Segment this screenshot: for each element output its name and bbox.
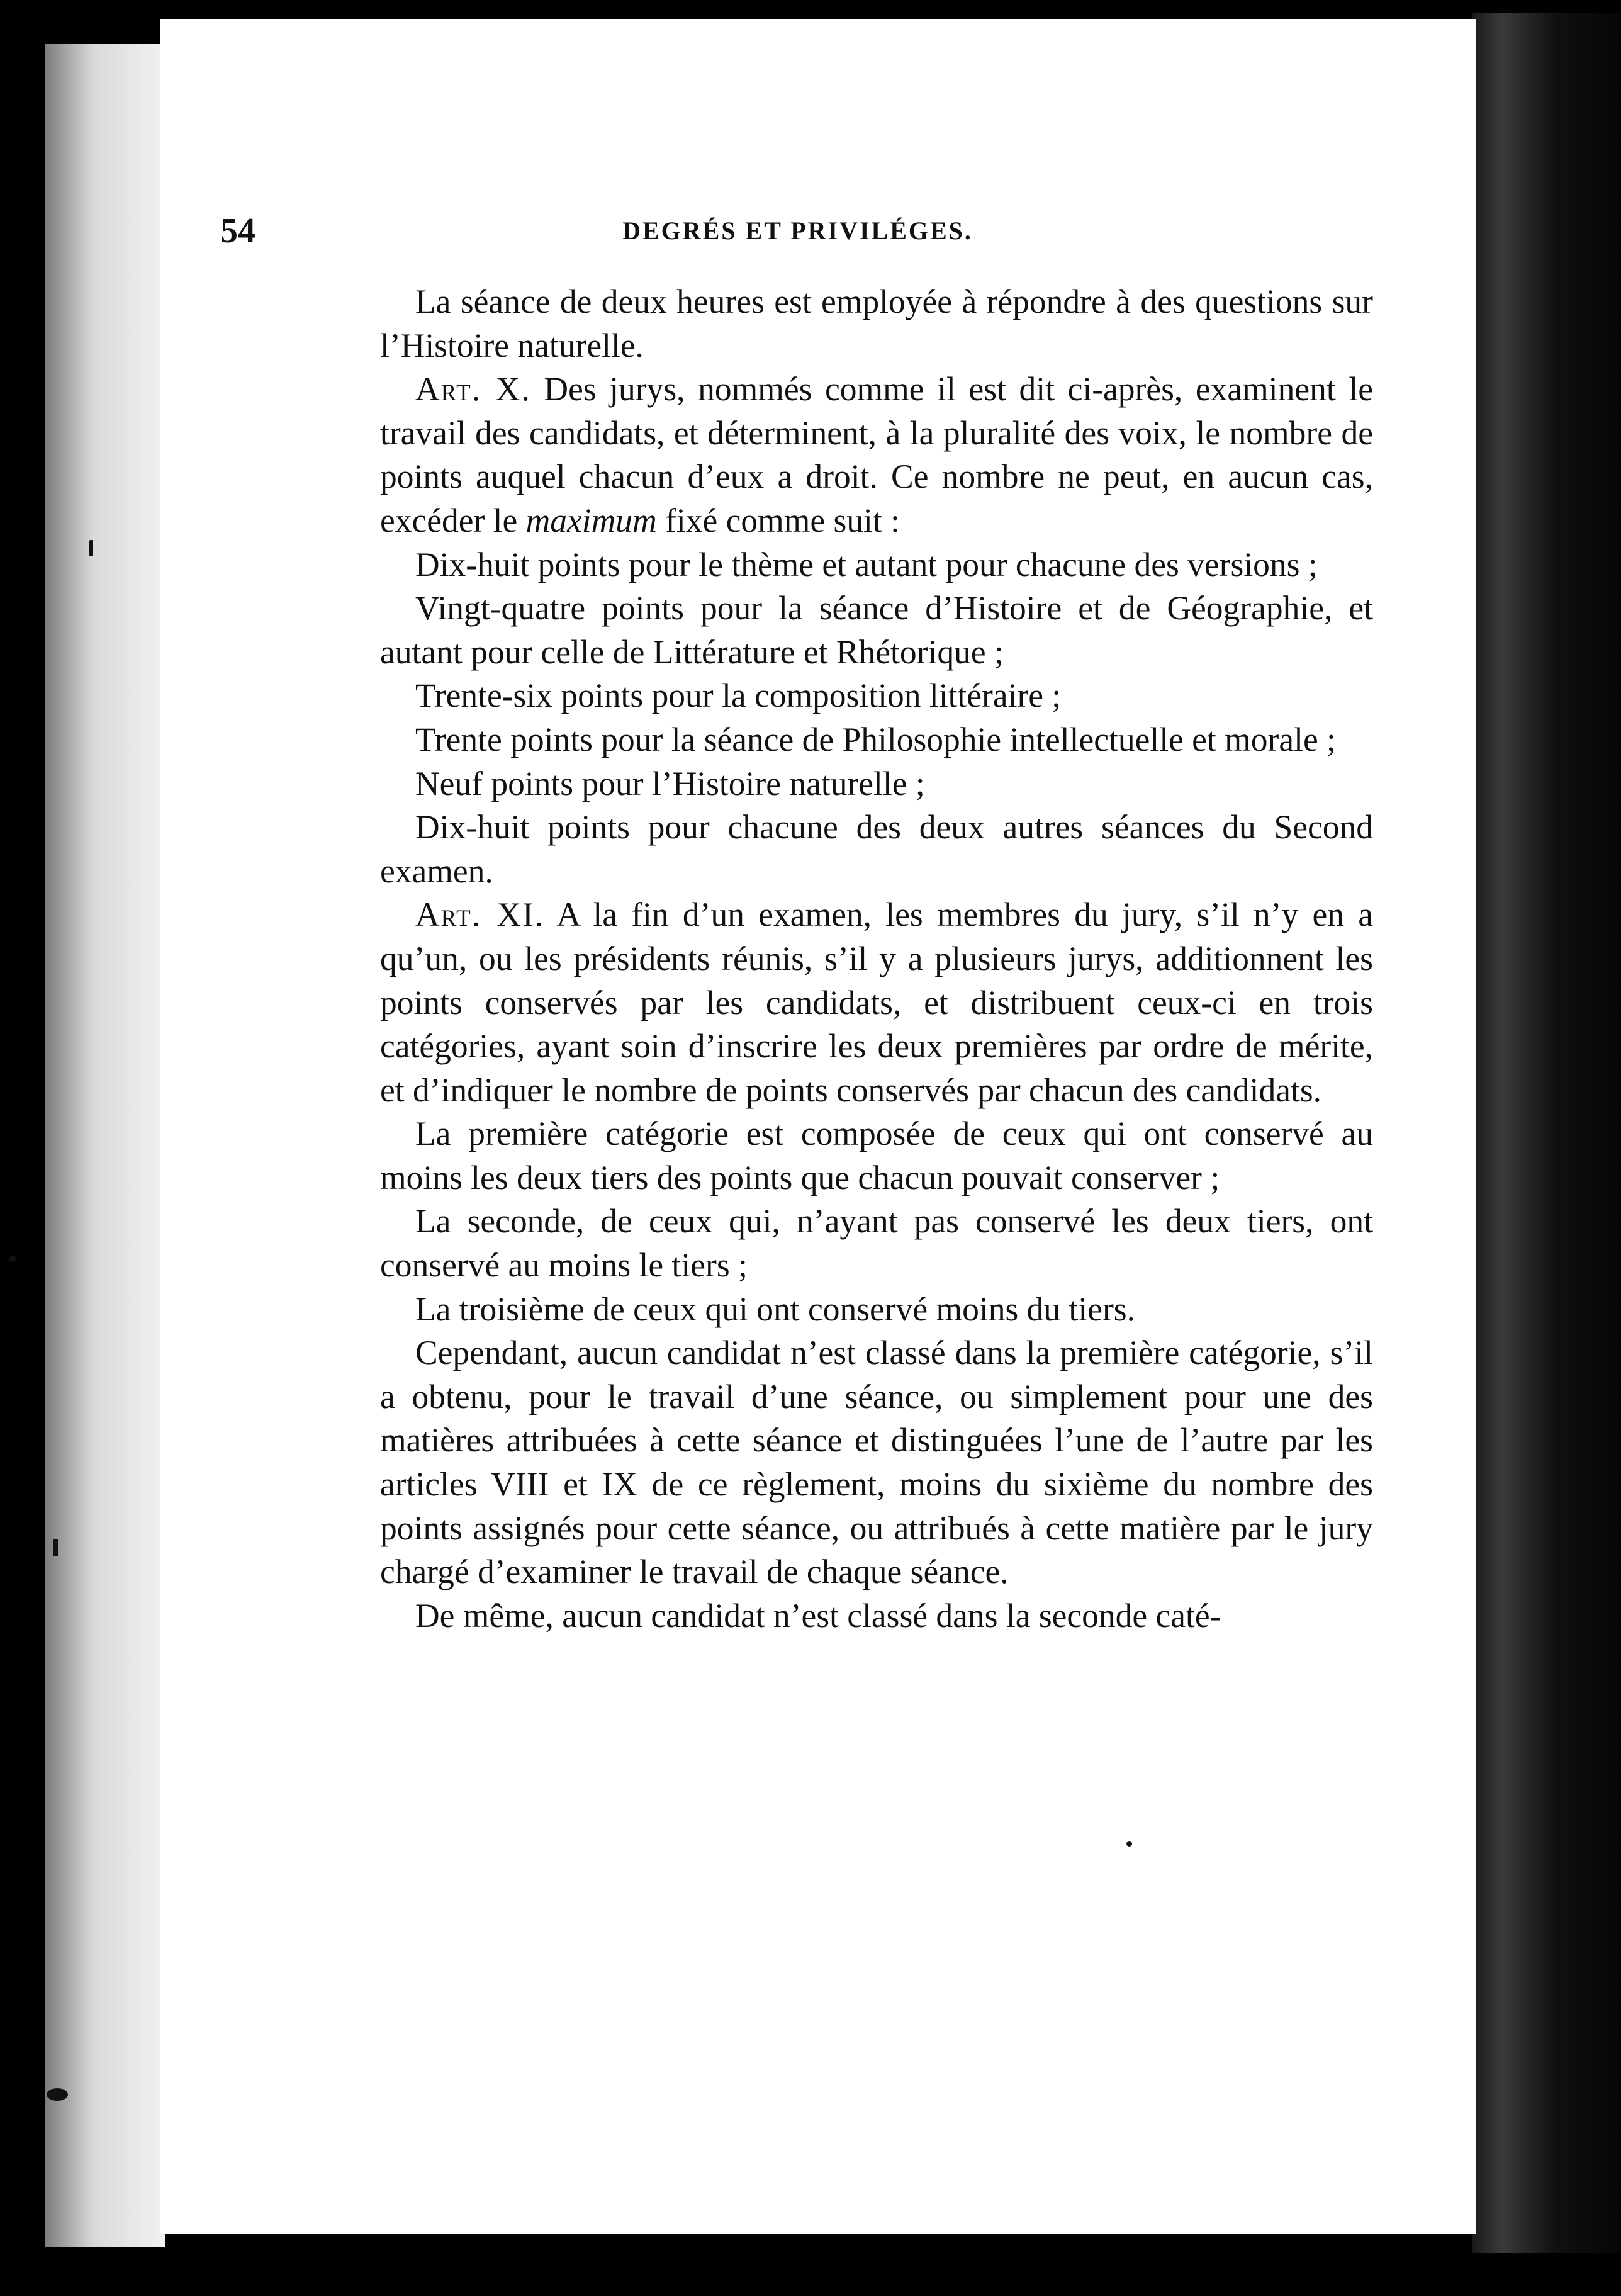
paragraph-art-xi: Art. XI. A la fin d’un examen, les membres du jury, s’il n’y en a qu’un, ou les présidents réunis, s’il y a plusieurs jurys, additionnent les points conservés par les candidats, et distribuent ceux-ci en trois catégories, ayant soin d’inscrire les deux premières par ordre de mérite, et d’indiquer le nombre de points conservés par chacun des candidats. (380, 896, 1373, 1109)
page-header (220, 211, 1375, 261)
paragraph: Dix-huit points pour chacune des deux autres séances du Second examen. (380, 808, 1373, 890)
page-number: 54 (220, 211, 255, 250)
paragraph: Trente points pour la séance de Philosophie intellectuelle et morale ; (415, 720, 1336, 758)
scan-speck (1126, 1841, 1132, 1847)
paragraph: La première catégorie est composée de ceux qui ont conservé au moins les deux tiers des points que chacun pouvait conserver ; (380, 1115, 1373, 1196)
paragraph: La séance de deux heures est employée à répondre à des questions sur l’Histoire naturelle. (380, 283, 1373, 364)
paragraph: Trente-six points pour la composition littéraire ; (415, 677, 1062, 715)
scan-left-margin-strip (45, 44, 165, 2247)
scan-speck (53, 1539, 58, 1556)
paragraph: Dix-huit points pour le thème et autant pour chacune des versions ; (415, 545, 1318, 583)
paragraph: Vingt-quatre points pour la séance d’Histoire et de Géographie, et autant pour celle de Littérature et Rhétorique ; (380, 589, 1373, 671)
paragraph: De même, aucun candidat n’est classé dans la seconde caté- (415, 1596, 1221, 1635)
book-binding-gutter (1472, 13, 1621, 2253)
article-label: Art. X. (415, 370, 531, 408)
scan-speck (89, 540, 93, 556)
scan-speck (9, 1256, 16, 1262)
paragraph-art-x: Art. X. Des jurys, nommés comme il est dit ci-après, examinent le travail des candidats, et déterminent, à la pluralité des voix, le nombre de points auquel chacun d’eux a droit. Ce nombre ne peut, en aucun cas, excéder le maximum fixé comme suit : (380, 370, 1373, 539)
article-label: Art. XI. (415, 896, 545, 934)
paragraph: Cependant, aucun candidat n’est classé dans la première catégorie, s’il a obtenu, pour le travail d’une séance, ou simplement pour une des matières attribuées à cette séance et distinguées l’une de l’autre par les articles VIII et IX de ce règlement, moins du sixième du nombre des points assignés pour cette séance, ou attribués à cette matière par le jury chargé d’examiner le travail de chaque séance. (380, 1334, 1373, 1591)
paragraph: La seconde, de ceux qui, n’ayant pas conservé les deux tiers, ont conservé au moins le tiers ; (380, 1202, 1373, 1285)
emphasis: maximum (525, 501, 657, 539)
paragraph: La troisième de ceux qui ont conservé moins du tiers. (415, 1290, 1136, 1328)
body-text (380, 280, 1373, 1638)
running-head: DEGRÉS ET PRIVILÉGES. (622, 217, 973, 245)
paragraph: Neuf points pour l’Histoire naturelle ; (415, 764, 925, 802)
scan-speck (47, 2088, 68, 2101)
